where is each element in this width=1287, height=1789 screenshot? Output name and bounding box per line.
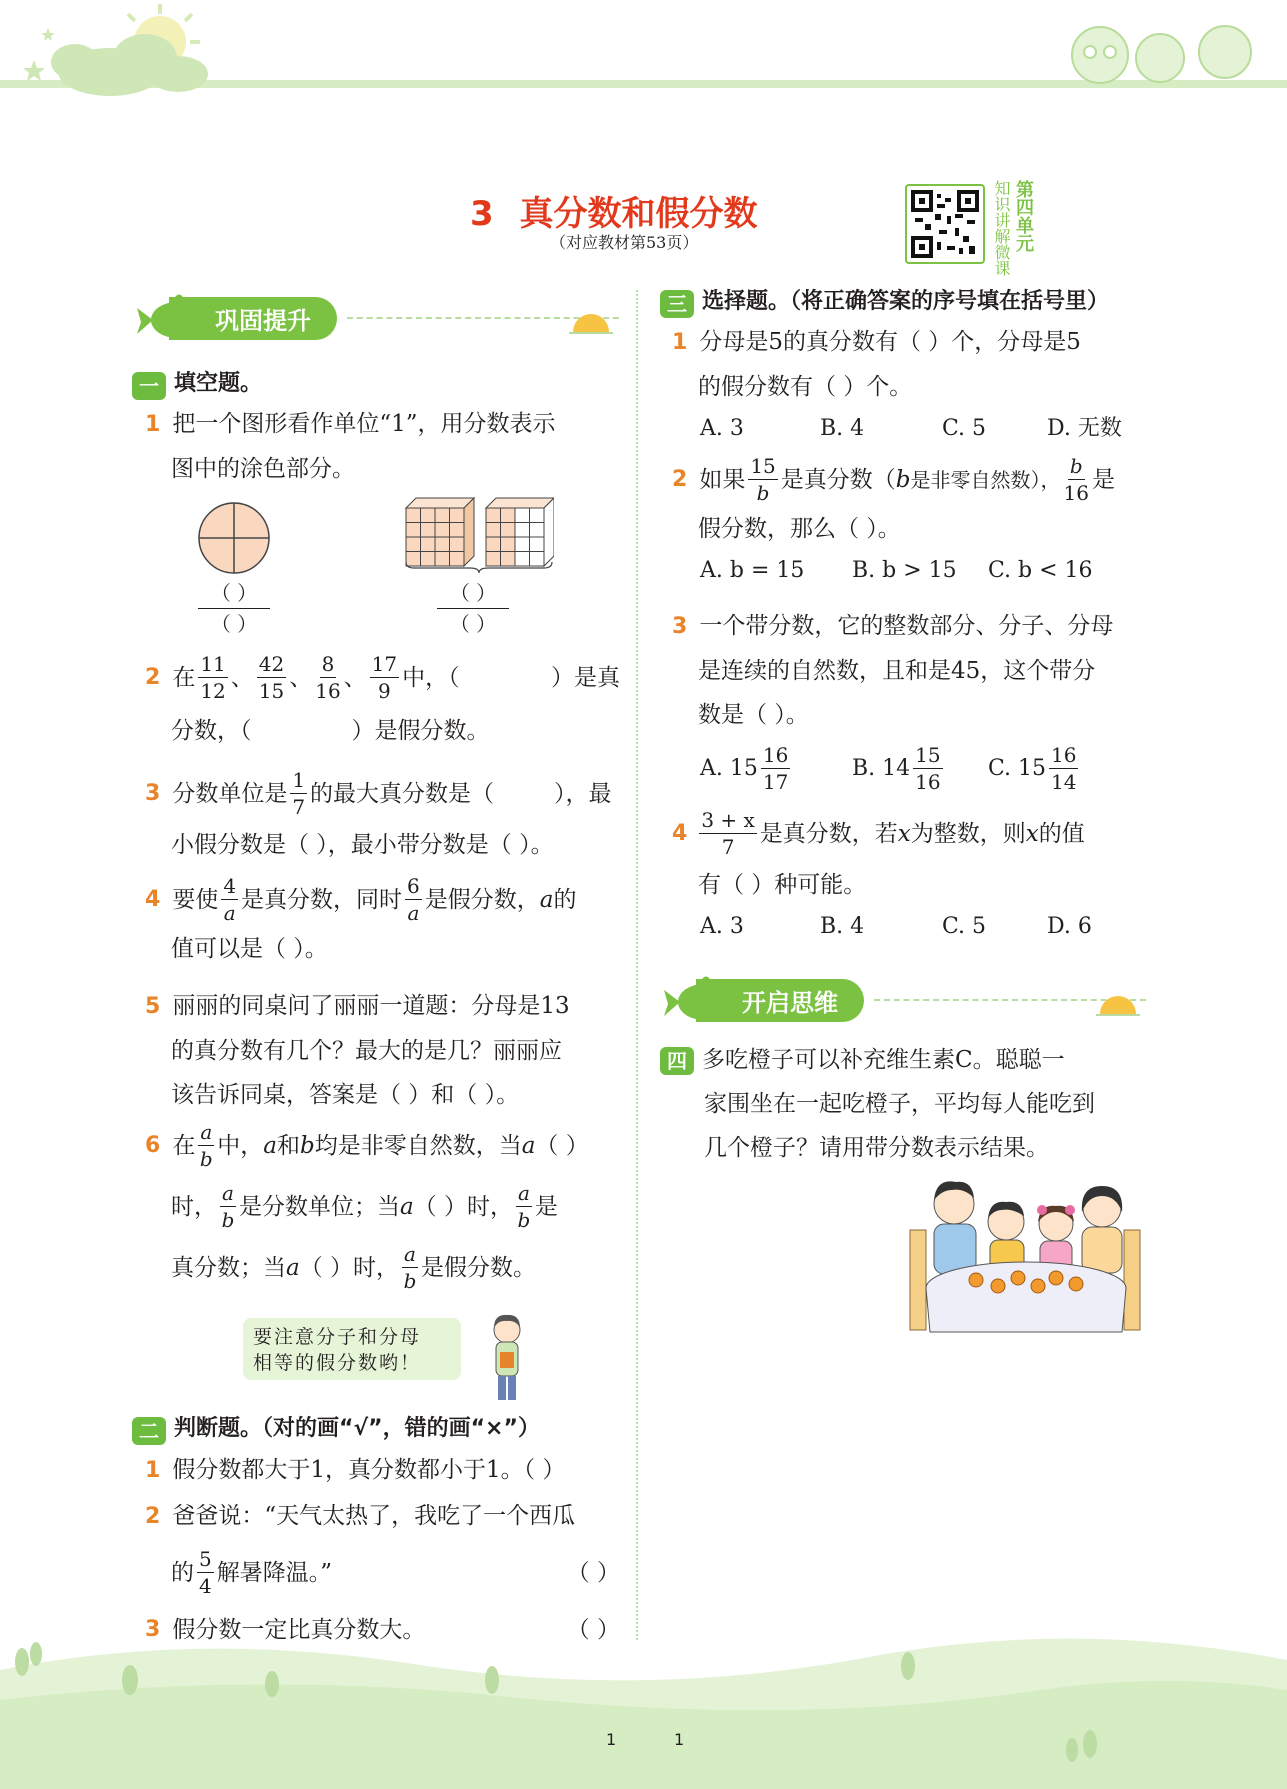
sunset-icon [1096,988,1140,1018]
section-multiple-choice [660,284,1109,318]
title-number: 3 [470,194,494,234]
option-b: B. 4 [820,914,865,939]
question-text[interactable]: 假分数都大于1，真分数都小于1。（ ） [172,1457,566,1483]
fraction-denominator: 7 [721,835,735,859]
question-text[interactable]: 有（ ）种可能。 [698,872,867,898]
option-label: A. 15 [700,755,758,781]
question-text: ），最 [554,780,612,807]
bottom-landscape [0,1610,1287,1789]
question-number: 1 [145,1458,161,1483]
question-number: 6 [145,1132,161,1158]
qr-code[interactable] [905,184,985,264]
question-text: 假分数一定比真分数大。 [172,1617,426,1643]
question-text: 真分数；当 [171,1254,286,1281]
question-number: 4 [672,820,688,846]
option-b [852,745,988,792]
question-text: 分数，（ [171,718,252,744]
option-a: A. 3 [700,416,744,441]
fraction-numerator: a [200,1120,213,1144]
question-number: 2 [145,664,161,690]
fraction-denominator: a [407,901,420,925]
qr-label-col2: 第四单元 [1013,180,1034,252]
answer-fraction-1[interactable] [198,578,270,639]
question-text: ）是假分数。 [351,718,490,744]
answer-blank[interactable]: （ ）时， [413,1193,513,1220]
question-text[interactable]: 的假分数有（ ）个。 [698,374,913,400]
qr-code-icon [911,190,979,258]
section-badge: 二 [132,1417,166,1445]
fraction-denominator: 12 [200,679,226,703]
dad-figure [934,1181,976,1274]
fraction-denominator: b [221,1208,235,1232]
question-text[interactable]: 值可以是（ ）。 [171,936,328,962]
question-number: 3 [145,780,161,806]
variable: a [286,1254,300,1281]
question-text: 分数单位是 [172,780,288,807]
question-5 [145,984,620,1117]
variable: a [539,886,554,913]
question-text[interactable]: 假分数，那么（ ）。 [698,516,901,542]
fraction-denominator: b [756,481,770,505]
question-text: 几个橙子？请用带分数表示结果。 [704,1135,1049,1161]
brace-icon [404,560,554,574]
question-text: 解暑降温。” [216,1559,332,1586]
separator: 、 [230,664,254,691]
family-eating-oranges-illustration [906,1170,1146,1340]
question-text: 为整数，则 [910,820,1026,847]
variable: a [521,1132,536,1159]
question-number: 5 [145,994,161,1019]
question-text: 中，（ [402,664,460,691]
question-text: 在 [172,1132,196,1159]
question-text: 的 [553,886,577,913]
option-b: B. 4 [820,416,865,441]
question-text: 是假分数。 [420,1254,536,1281]
question-text: 是真分数，若 [759,820,898,847]
question-text: 的最大真分数是（ [310,780,495,807]
banner-thinking [662,978,1140,1022]
qr-label [992,180,1033,276]
tip-text: 要注意分子和分母 [253,1326,422,1348]
section-thinking-question [660,1038,1150,1170]
question-text: 和 [276,1132,300,1159]
fraction-denominator: b [199,1147,213,1171]
separator: 、 [343,664,367,691]
fraction-numerator: 11 [200,652,226,676]
variable: a [263,1132,277,1159]
question-text: 的真分数有几个？最大的是几？丽丽应 [171,1038,562,1064]
question-text: 是非零自然数）， [910,467,1061,492]
page-title [470,186,758,235]
question-1 [145,402,615,491]
question-number: 2 [145,1504,161,1529]
qr-label-col1: 知识讲解微课 [992,180,1011,276]
variable: b [299,1132,315,1159]
section-title: 填空题。 [174,371,263,396]
fraction-numerator: 16 [762,743,789,767]
section-badge: 四 [660,1047,694,1075]
shaded-circle-figure [196,500,272,576]
question-4 [145,876,620,971]
fraction-numerator: 6 [407,874,420,898]
question-text: 爸爸说：“天气太热了，我吃了一个西瓜 [172,1503,576,1529]
section-badge: 三 [660,290,694,318]
fraction-denominator: 17 [762,770,789,794]
question-number: 3 [672,614,688,639]
question-text: 是分数单位；当 [238,1193,400,1220]
answer-blank[interactable]: （ ） [566,1559,620,1586]
separator: 、 [289,664,313,691]
question-text[interactable]: 分母是5的真分数有（ ）个，分母是5 [699,329,1081,355]
top-decoration [0,0,1287,110]
fraction-denominator: b [517,1208,531,1232]
variable: x [1025,820,1039,847]
fraction-numerator: 15 [750,454,776,478]
question-text: 是 [1091,466,1115,493]
judge-2 [145,1494,620,1596]
fraction-denominator: 16 [1063,481,1089,505]
option-a [700,745,852,792]
question-6 [145,1122,625,1291]
question-text: 均是非零自然数，当 [314,1132,522,1159]
banner-consolidate [135,296,613,340]
page-number-left: 1 [606,1730,617,1749]
boy-figure [988,1202,1024,1272]
fraction-denominator: 7 [292,795,306,819]
title-text: 真分数和假分数 [519,194,758,234]
fraction-denominator: b [403,1269,417,1293]
fraction-denominator: 15 [258,679,285,703]
fraction-numerator: 17 [371,652,398,676]
option-label: C. 15 [988,755,1047,781]
option-b: B. b > 15 [852,558,957,583]
option-c: C. 5 [942,914,987,939]
answer-blank[interactable]: （ ） [210,581,258,605]
answer-blank[interactable]: （ ）时， [299,1254,400,1281]
choice-1 [672,320,1142,449]
option-label: B. 14 [852,755,911,781]
answer-blank[interactable]: （ ） [566,1617,620,1643]
question-text: 要使 [172,886,219,913]
question-text: 把一个图形看作单位“1”，用分数表示 [172,411,556,437]
section-fill-blank [132,366,262,400]
question-text: 丽丽的同桌问了丽丽一道题：分母是13 [172,993,570,1019]
option-c: C. b < 16 [988,558,1093,583]
fraction-numerator: a [404,1242,416,1266]
question-text[interactable]: 该告诉同桌，答案是（ ）和（ ）。 [171,1082,520,1108]
fraction-numerator: 1 [292,768,306,792]
question-text: 中， [217,1132,264,1159]
question-text: 是真分数（ [780,466,896,493]
choice-3 [672,604,1147,792]
answer-fraction-2[interactable] [437,578,509,639]
question-text: 的 [171,1559,194,1586]
question-text: 是假分数， [424,886,540,913]
question-number: 3 [145,1617,161,1642]
question-text[interactable]: 小假分数是（ ），最小带分数是（ ）。 [171,832,554,858]
section-title: 选择题。（将正确答案的序号填在括号里） [702,289,1110,314]
question-text[interactable]: 数是（ ）。 [698,702,809,728]
fraction-denominator: 4 [199,1574,212,1598]
answer-blank[interactable]: （ ） [449,581,497,605]
page-subtitle: （对应教材第53页） [550,233,699,252]
option-d: D. 6 [1047,914,1092,939]
option-a: A. 3 [700,914,744,939]
variable: a [399,1193,414,1220]
question-text: 时， [171,1193,217,1220]
cartoon-animals-icon [1072,26,1251,83]
fraction-numerator: 8 [321,652,335,676]
question-text: 的值 [1038,820,1085,847]
choice-2 [672,456,1147,591]
fraction-numerator: a [222,1181,234,1205]
question-text: 一个带分数，它的整数部分、分子、分母 [699,613,1114,639]
section-true-false [132,1411,540,1445]
question-number: 1 [672,330,688,355]
judge-1 [145,1448,565,1493]
option-a: A. b = 15 [700,558,805,583]
question-number: 1 [145,412,161,437]
section-badge: 一 [132,372,166,400]
fraction-denominator: a [223,901,236,925]
variable: b [895,466,911,493]
question-text: 家围坐在一起吃橙子，平均每人能吃到 [704,1091,1095,1117]
fraction-denominator: 9 [378,679,391,703]
question-3 [145,770,620,867]
fraction-numerator: a [517,1181,530,1205]
fraction-numerator: 5 [199,1547,212,1571]
teacher-icon [482,1312,532,1404]
question-number: 4 [145,886,161,912]
mom-figure [1082,1186,1122,1273]
fraction-numerator: 15 [915,743,941,767]
choice-4 [672,810,1147,947]
tip-text: 相等的假分数哟！ [253,1352,422,1374]
sunset-icon [569,306,613,336]
fraction-numerator: 16 [1051,743,1077,767]
fraction-numerator: b [1069,454,1083,478]
question-text: 是连续的自然数，且和是45，这个带分 [698,658,1096,684]
question-text: 在 [172,664,196,691]
variable: x [897,820,911,847]
star-icon [23,28,55,81]
question-text: ）是真 [551,664,620,691]
fraction-numerator: 4 [223,874,237,898]
banner-thinking-label: 开启思维 [696,979,864,1022]
answer-blank[interactable]: （ ） [198,608,270,639]
question-text: 是真分数，同时 [241,886,403,913]
fraction-numerator: 3 + x [701,808,755,832]
question-2 [145,654,620,753]
option-d: D. 无数 [1047,416,1122,441]
section-title: 判断题。（对的画“√”，错的画“×”） [174,1416,540,1441]
banner-consolidate-label: 巩固提升 [169,297,337,340]
question-text: 多吃橙子可以补充维生素C。聪聪一 [702,1047,1065,1073]
fraction-numerator: 42 [258,652,285,676]
question-text: 图中的涂色部分。 [171,456,355,482]
page-number-right: 1 [674,1730,685,1749]
answer-blank[interactable]: （ ） [437,608,509,639]
question-number: 2 [672,466,688,492]
column-divider [636,290,638,1640]
fraction-denominator: 16 [315,679,341,703]
question-text: 如果 [699,466,746,493]
answer-blank[interactable]: （ ） [535,1132,589,1159]
fraction-denominator: 16 [915,770,941,794]
tip-bubble [243,1318,461,1380]
question-text: 是 [534,1193,558,1220]
option-c: C. 5 [942,416,987,441]
option-c [988,745,1081,792]
fraction-denominator: 14 [1051,770,1077,794]
